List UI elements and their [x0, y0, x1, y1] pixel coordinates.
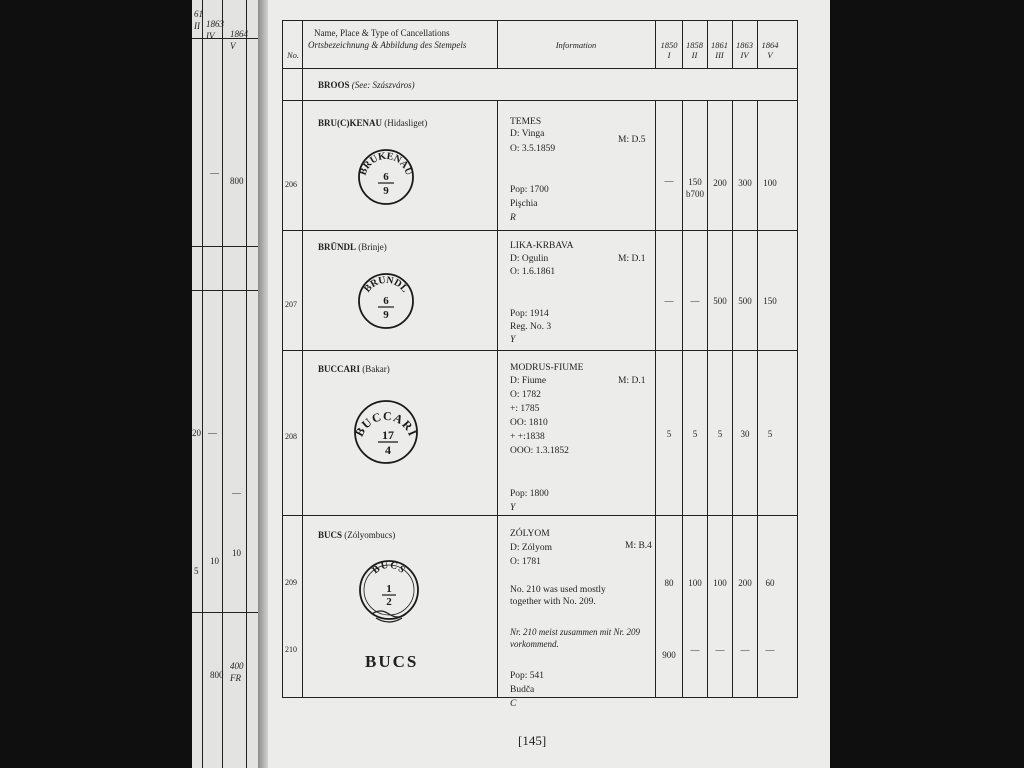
entry-number: 206 — [285, 180, 297, 189]
entry-number: 209 — [285, 578, 297, 587]
value-cell: 100 — [688, 578, 702, 588]
value-cell: 60 — [765, 578, 775, 588]
entry-county: MODRUS-FIUME — [510, 363, 584, 373]
value-cell: — — [715, 645, 725, 655]
cancellation-stamp-brukenau — [354, 140, 418, 214]
entry-county: LIKA-KRBAVA — [510, 241, 574, 251]
left-val: 10 — [232, 548, 241, 558]
right-page — [268, 0, 830, 768]
entry-place: Budča — [510, 685, 535, 695]
left-val: — — [232, 488, 241, 498]
entry-pop: Pop: 1914 — [510, 309, 549, 319]
cancellation-stamp-bucs — [358, 552, 420, 634]
left-val: — — [210, 168, 219, 178]
entry-number: 207 — [285, 300, 297, 309]
entry-history: +: 1785 — [510, 404, 540, 414]
entry-name: BRU(C)KENAU (Hidasliget) — [318, 118, 428, 128]
entry-map: M: D.5 — [618, 135, 646, 145]
entry-note-en: No. 210 was used mostly together with No. 209. — [510, 585, 606, 607]
left-page — [192, 0, 262, 768]
entry-place: Pişchia — [510, 199, 538, 209]
value-cell: — — [765, 645, 775, 655]
value-cell: 150 b700 — [686, 177, 704, 199]
entry-district: D: Ogulin — [510, 254, 549, 264]
entry-opened: O: 1781 — [510, 557, 541, 567]
header-col-1858: 1858 II — [686, 40, 703, 60]
value-cell: 200 — [738, 578, 752, 588]
value-cell: 80 — [664, 578, 674, 588]
broos-row: BROOS (See: Szászváros) — [318, 80, 415, 90]
left-val: 800 — [230, 176, 244, 186]
stamp-top-number: 17 — [382, 428, 394, 442]
entry-rarity: C — [510, 699, 517, 709]
value-cell: 5 — [692, 429, 698, 439]
value-cell: — — [664, 296, 674, 306]
value-cell: 5 — [717, 429, 723, 439]
stamp-top-number: 1 — [386, 583, 392, 595]
value-cell: 5 — [767, 429, 773, 439]
value-cell: — — [740, 645, 750, 655]
value-cell: 150 — [763, 296, 777, 306]
stamp-bottom-number: 9 — [383, 185, 389, 197]
entry-name: BRÜNDL (Brinje) — [318, 242, 387, 252]
stamp-top-number: 6 — [383, 295, 389, 307]
header-name-de: Ortsbezeichnung & Abbildung des Stempels — [308, 40, 467, 50]
stamp-bottom-number: 9 — [383, 309, 389, 321]
entry-place: Reg. No. 3 — [510, 322, 552, 332]
value-cell: — — [664, 176, 674, 186]
left-val: 400 FR — [230, 661, 244, 683]
value-cell: 500 — [738, 296, 752, 306]
header-no: No. — [286, 50, 300, 60]
header-name-en: Name, Place & Type of Cancellations — [314, 28, 450, 38]
stamp-bottom-number: 4 — [385, 443, 391, 457]
entry-county: ZÓLYOM — [510, 529, 550, 539]
entry-name: BUCS (Zólyombucs) — [318, 530, 396, 540]
cancellation-stamp-bucs-straight: BUCS — [365, 652, 419, 671]
entry-history: OOO: 1.3.1852 — [510, 446, 569, 456]
entry-map: M: D.1 — [618, 376, 646, 386]
header-col-1850: 1850 I — [660, 40, 678, 60]
left-val: 20 — [192, 428, 201, 438]
entry-pop: Pop: 1700 — [510, 185, 549, 195]
entry-district: D: Zólyom — [510, 543, 552, 553]
entry-name: BUCCARI (Bakar) — [318, 364, 390, 374]
svg-text:BUCS — [370, 560, 407, 577]
left-val: 800 — [210, 670, 224, 680]
header-col-1863: 1863 IV — [736, 40, 753, 60]
entry-opened: O: 3.5.1859 — [510, 144, 556, 154]
header-col-1861: 1861 III — [711, 40, 728, 60]
stamp-bottom-number: 2 — [386, 596, 392, 608]
page-number: [145] — [518, 733, 547, 748]
entry-note-de: Nr. 210 meist zusammen mit Nr. 209 vorkommend. — [510, 627, 641, 649]
entry-history: + +:1838 — [510, 432, 545, 442]
cancellations-table — [268, 0, 830, 768]
entry-county: TEMES — [510, 117, 542, 127]
stamp-top-number: 6 — [383, 171, 389, 183]
entry-map: M: B.4 — [625, 541, 652, 551]
left-val: — — [208, 428, 217, 438]
stamp-arc-text: BUCCARI — [352, 408, 421, 439]
entry-opened: O: 1.6.1861 — [510, 267, 556, 277]
stamp-arc-text: BRUKENAU — [357, 150, 415, 177]
value-cell: — — [690, 645, 700, 655]
entry-pop: Pop: 1800 — [510, 489, 549, 499]
entry-history: OO: 1810 — [510, 418, 548, 428]
stamp-arc-text: BUCS — [370, 559, 408, 577]
left-col-head-2: 1863 IV — [206, 19, 224, 41]
entry-number: 210 — [285, 645, 297, 654]
value-cell: 200 — [713, 178, 727, 188]
value-cell: 300 — [738, 178, 752, 188]
entry-map: M: D.1 — [618, 254, 646, 264]
value-cell: 900 — [662, 650, 676, 660]
value-cell: 30 — [740, 429, 750, 439]
value-cell: 100 — [713, 578, 727, 588]
cancellation-stamp-brundl — [354, 264, 418, 338]
left-val: 10 — [210, 556, 219, 566]
value-cell: 500 — [713, 296, 727, 306]
entry-rarity: Y — [510, 335, 516, 345]
stamp-arc-text: BRUNDL — [361, 274, 411, 295]
value-cell: — — [690, 296, 700, 306]
cancellation-stamp-buccari — [350, 392, 422, 472]
value-cell: 5 — [666, 429, 672, 439]
header-col-1864: 1864 V — [761, 40, 779, 60]
entry-rarity: Y — [510, 503, 516, 513]
left-val: 5 — [194, 566, 199, 576]
header-information: Information — [555, 40, 597, 50]
entry-pop: Pop: 541 — [510, 671, 545, 681]
entry-rarity: R — [510, 213, 516, 223]
svg-text:BRUNDL — [362, 275, 410, 295]
entry-opened: O: 1782 — [510, 390, 541, 400]
value-cell: 100 — [763, 178, 777, 188]
left-col-head-1: 61 II — [194, 9, 203, 31]
entry-number: 208 — [285, 432, 297, 441]
left-col-head-3: 1864 V — [230, 29, 248, 51]
entry-district: D: Vinga — [510, 129, 545, 139]
entry-district: D: Fiume — [510, 376, 547, 386]
